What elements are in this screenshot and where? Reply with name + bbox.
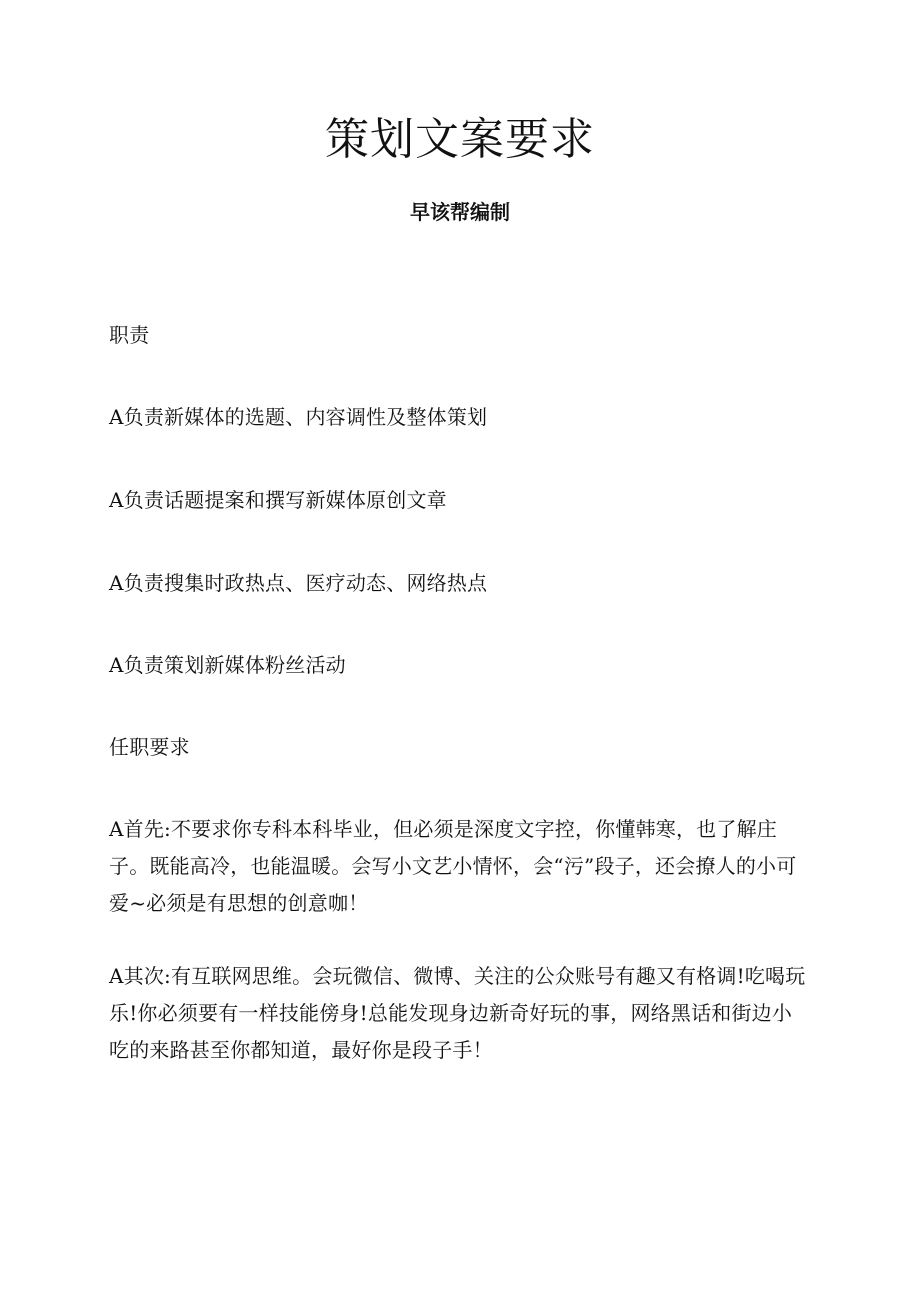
responsibility-item: A负责话题提案和撰写新媒体原创文章 bbox=[109, 488, 447, 512]
section-heading-requirements: 任职要求 bbox=[109, 735, 190, 759]
responsibility-item: A负责搜集时政热点、医疗动态、网络热点 bbox=[109, 571, 488, 595]
document-subtitle: 早该帮编制 bbox=[410, 200, 510, 224]
requirement-item: A首先:不要求你专科本科毕业，但必须是深度文字控，你懂韩寒，也了解庄子。既能高冷，也能温暖。会写小文艺小情怀，会“污”段子，还会撩人的小可爱~必须是有思想的创意咖！ bbox=[109, 817, 797, 915]
responsibility-item: A负责新媒体的选题、内容调性及整体策划 bbox=[109, 405, 488, 429]
requirement-item: A其次:有互联网思维。会玩微信、微博、关注的公众账号有趣又有格调!吃喝玩乐!你必须要有一样技能傍身!总能发现身边新奇好玩的事，网络黑话和街边小吃的来路甚至你都知道，最好你是段子手！ bbox=[109, 964, 806, 1062]
responsibility-item: A负责策划新媒体粉丝活动 bbox=[109, 653, 346, 677]
section-heading-responsibilities: 职责 bbox=[109, 323, 150, 347]
document-title: 策划文案要求 bbox=[325, 114, 595, 165]
